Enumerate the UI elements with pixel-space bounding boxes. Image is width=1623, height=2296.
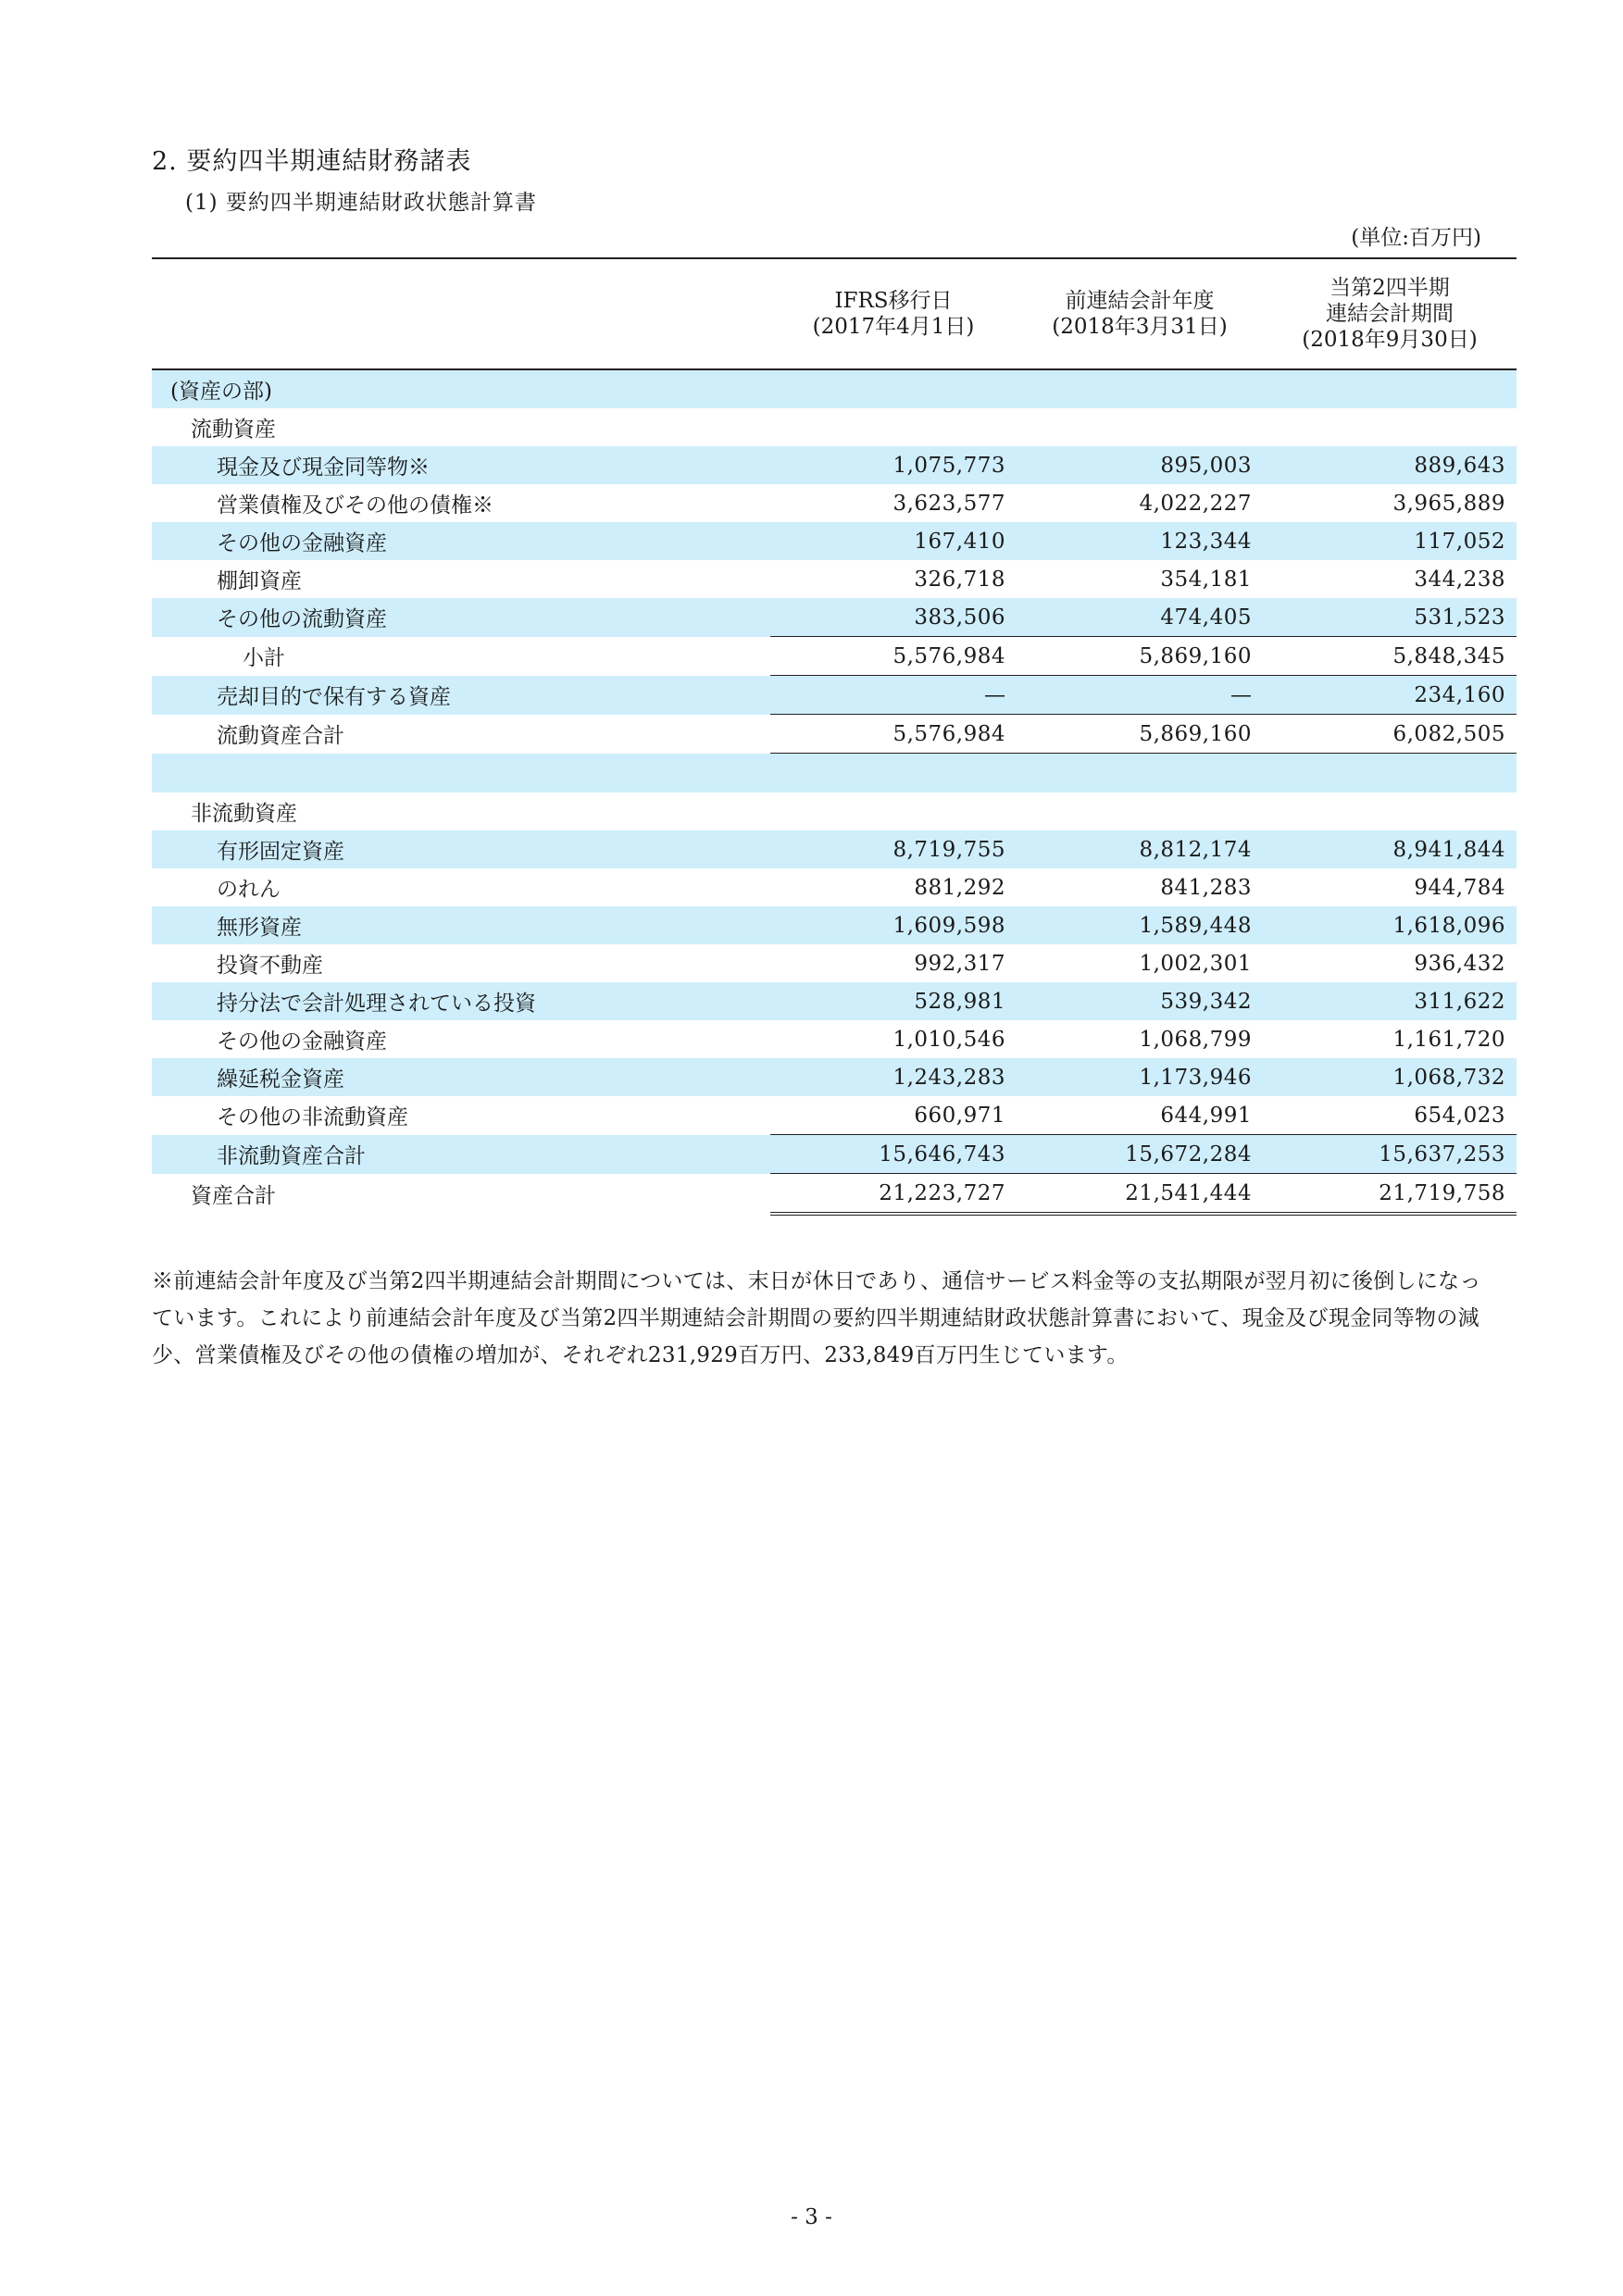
header-line: 連結会計期間 bbox=[1326, 302, 1454, 326]
value-cell: 354,181 bbox=[1160, 567, 1252, 592]
row-label: 無形資産 bbox=[152, 906, 770, 944]
table-row bbox=[152, 792, 1517, 830]
value-cell: 5,848,345 bbox=[1263, 637, 1517, 676]
header-line: (2018年9月30日) bbox=[1302, 328, 1478, 352]
table-row bbox=[152, 906, 1517, 944]
value-cell: 123,344 bbox=[1017, 522, 1263, 560]
value-cell: 1,075,773 bbox=[770, 446, 1017, 484]
table-row-grand-total bbox=[152, 1174, 1517, 1215]
value-cell: 1,010,546 bbox=[893, 1027, 1005, 1052]
unit-label: (単位:百万円) bbox=[1351, 226, 1481, 250]
value-cell: 1,243,283 bbox=[770, 1058, 1017, 1096]
row-label: 売却目的で保有する資産 bbox=[152, 676, 770, 715]
table-row bbox=[152, 408, 1517, 446]
value-cell: 4,022,227 bbox=[1139, 491, 1252, 516]
value-cell: — bbox=[770, 676, 1017, 715]
table-row bbox=[152, 598, 1517, 637]
value-cell: 841,283 bbox=[1160, 875, 1252, 900]
value-cell: 1,609,598 bbox=[770, 906, 1017, 944]
value-cell: 8,719,755 bbox=[770, 830, 1017, 868]
row-label: 現金及び現金同等物※ bbox=[152, 446, 770, 484]
value-cell bbox=[1017, 792, 1263, 830]
table-row-total bbox=[152, 1135, 1517, 1174]
value-cell bbox=[1263, 754, 1517, 793]
table-row bbox=[152, 560, 1517, 598]
value-cell: 1,161,720 bbox=[1392, 1027, 1505, 1052]
value-cell: 21,223,727 bbox=[770, 1174, 1017, 1215]
value-cell: 5,869,160 bbox=[1017, 715, 1263, 754]
value-cell: 531,523 bbox=[1263, 598, 1517, 637]
page-number: - 3 - bbox=[791, 2205, 832, 2229]
value-cell bbox=[1263, 408, 1517, 446]
value-cell: 6,082,505 bbox=[1263, 715, 1517, 754]
table-header-row bbox=[152, 258, 1517, 369]
balance-sheet-table bbox=[152, 257, 1517, 1216]
row-label: 小計 bbox=[243, 646, 285, 670]
table-row bbox=[152, 1096, 1517, 1135]
header-current-quarter bbox=[1263, 258, 1517, 369]
value-cell: 654,023 bbox=[1414, 1103, 1505, 1128]
value-cell bbox=[770, 369, 1017, 408]
row-label: その他の非流動資産 bbox=[217, 1105, 408, 1130]
value-cell bbox=[770, 754, 1017, 793]
header-previous-fiscal-year bbox=[1017, 258, 1263, 369]
value-cell bbox=[1263, 369, 1517, 408]
table-row bbox=[152, 982, 1517, 1020]
value-cell: 660,971 bbox=[914, 1103, 1005, 1128]
row-label: 繰延税金資産 bbox=[152, 1058, 770, 1096]
value-cell: 539,342 bbox=[1017, 982, 1263, 1020]
statement-title: (1) 要約四半期連結財政状態計算書 bbox=[185, 191, 537, 215]
value-cell: 167,410 bbox=[770, 522, 1017, 560]
row-label: 非流動資産 bbox=[191, 802, 297, 826]
table-row bbox=[152, 522, 1517, 560]
value-cell: 15,646,743 bbox=[770, 1135, 1017, 1174]
value-cell: 992,317 bbox=[914, 951, 1005, 976]
table-row bbox=[152, 484, 1517, 522]
value-cell: 474,405 bbox=[1017, 598, 1263, 637]
row-label: 非流動資産合計 bbox=[152, 1135, 770, 1174]
table-row-spacer bbox=[152, 754, 1517, 793]
value-cell: 5,869,160 bbox=[1017, 637, 1263, 676]
header-ifrs-transition-date bbox=[770, 258, 1017, 369]
value-cell bbox=[1017, 369, 1263, 408]
header-line: (2018年3月31日) bbox=[1052, 315, 1228, 339]
table-row bbox=[152, 1058, 1517, 1096]
value-cell: 3,623,577 bbox=[893, 491, 1005, 516]
row-label: 資産合計 bbox=[191, 1183, 276, 1208]
row-label: 営業債権及びその他の債権※ bbox=[217, 493, 493, 518]
value-cell: 644,991 bbox=[1160, 1103, 1252, 1128]
value-cell: 383,506 bbox=[770, 598, 1017, 637]
value-cell: 8,812,174 bbox=[1017, 830, 1263, 868]
value-cell bbox=[770, 408, 1017, 446]
value-cell: 1,002,301 bbox=[1139, 951, 1252, 976]
value-cell: 889,643 bbox=[1263, 446, 1517, 484]
row-label: (資産の部) bbox=[152, 369, 770, 408]
value-cell bbox=[1263, 792, 1517, 830]
header-line: (2017年4月1日) bbox=[812, 315, 975, 339]
value-cell: 881,292 bbox=[914, 875, 1005, 900]
value-cell bbox=[1017, 754, 1263, 793]
value-cell: 15,637,253 bbox=[1263, 1135, 1517, 1174]
table-row bbox=[152, 944, 1517, 982]
value-cell: 1,618,096 bbox=[1263, 906, 1517, 944]
value-cell: 1,068,732 bbox=[1263, 1058, 1517, 1096]
value-cell bbox=[1017, 408, 1263, 446]
value-cell: 1,589,448 bbox=[1017, 906, 1263, 944]
table-row bbox=[152, 868, 1517, 906]
row-label: 有形固定資産 bbox=[152, 830, 770, 868]
value-cell: 326,718 bbox=[914, 567, 1005, 592]
value-cell: 5,576,984 bbox=[770, 637, 1017, 676]
row-label: その他の流動資産 bbox=[152, 598, 770, 637]
value-cell: — bbox=[1017, 676, 1263, 715]
value-cell: 944,784 bbox=[1414, 875, 1505, 900]
table-row bbox=[152, 446, 1517, 484]
value-cell: 8,941,844 bbox=[1263, 830, 1517, 868]
row-label: その他の金融資産 bbox=[152, 522, 770, 560]
value-cell: 21,719,758 bbox=[1263, 1174, 1517, 1215]
value-cell: 5,576,984 bbox=[770, 715, 1017, 754]
value-cell: 1,173,946 bbox=[1017, 1058, 1263, 1096]
table-row bbox=[152, 676, 1517, 715]
header-label-column bbox=[152, 258, 770, 369]
table-row bbox=[152, 369, 1517, 408]
header-line: 当第2四半期 bbox=[1330, 276, 1450, 300]
header-line: 前連結会計年度 bbox=[1065, 289, 1215, 313]
table-row bbox=[152, 1020, 1517, 1058]
value-cell: 117,052 bbox=[1263, 522, 1517, 560]
value-cell: 311,622 bbox=[1263, 982, 1517, 1020]
row-label: 棚卸資産 bbox=[217, 569, 302, 593]
row-label: 投資不動産 bbox=[217, 954, 323, 978]
value-cell: 344,238 bbox=[1414, 567, 1505, 592]
row-label: 流動資産合計 bbox=[217, 724, 344, 748]
row-label: その他の金融資産 bbox=[217, 1029, 387, 1054]
value-cell: 3,965,889 bbox=[1392, 491, 1505, 516]
value-cell: 528,981 bbox=[770, 982, 1017, 1020]
section-title: 2. 要約四半期連結財務諸表 bbox=[152, 147, 472, 176]
row-label bbox=[152, 754, 770, 793]
table-row-total bbox=[152, 715, 1517, 754]
table-row-subtotal bbox=[152, 637, 1517, 676]
row-label: のれん bbox=[217, 878, 281, 902]
value-cell: 936,432 bbox=[1414, 951, 1505, 976]
value-cell bbox=[770, 792, 1017, 830]
value-cell: 1,068,799 bbox=[1139, 1027, 1252, 1052]
row-label: 持分法で会計処理されている投資 bbox=[152, 982, 770, 1020]
row-label: 流動資産 bbox=[191, 418, 276, 442]
footnote: ※前連結会計年度及び当第2四半期連結会計期間については、末日が休日であり、通信サービス料金等の支払期限が翌月初に後倒しになっています。これにより前連結会計年度及び当第2四半期連結会計期間の要約四半期連結財政状態計算書において、現金及び現金同等物の減少、営業債権及びその他の債権の増加が、それぞれ231,929百万円、233,849百万円生じています。 bbox=[152, 1269, 1481, 1367]
header-line: IFRS移行日 bbox=[834, 289, 953, 313]
table-row bbox=[152, 830, 1517, 868]
value-cell: 234,160 bbox=[1263, 676, 1517, 715]
value-cell: 895,003 bbox=[1017, 446, 1263, 484]
value-cell: 15,672,284 bbox=[1017, 1135, 1263, 1174]
value-cell: 21,541,444 bbox=[1017, 1174, 1263, 1215]
